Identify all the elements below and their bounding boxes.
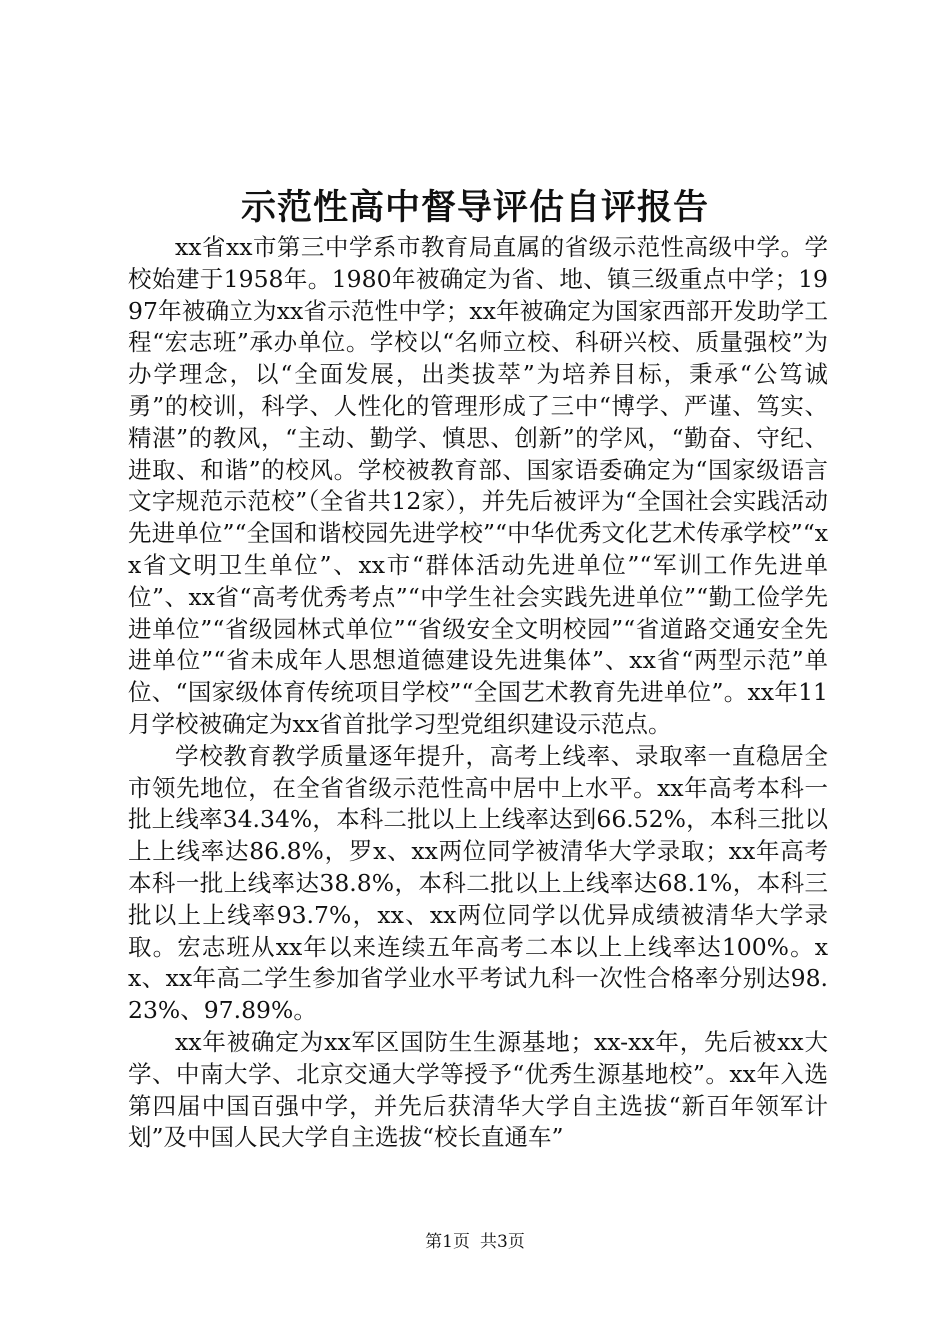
- paragraph-honors: xx年被确定为xx军区国防生生源基地；xx-xx年，先后被xx大学、中南大学、北京交通大学等授予“优秀生源基地校”。xx年入选第四届中国百强中学，并先后获清华大学自主选拔“新百年领军计划”及中国人民大学自主选拔“校长直通车”: [128, 1027, 828, 1152]
- page-number: 第1页: [425, 1232, 470, 1252]
- page-total: 共3页: [480, 1232, 525, 1252]
- page-footer: [0, 1230, 950, 1254]
- document-title: 示范性高中督导评估自评报告: [240, 187, 709, 228]
- paragraph-school-overview: xx省xx市第三中学系市教育局直属的省级示范性高级中学。学校始建于1958年。1980年被确定为省、地、镇三级重点中学；1997年被确立为xx省示范性中学；xx年被确定为国家西部开发助学工程“宏志班”承办单位。学校以“名师立校、科研兴校、质量强校”为办学理念，以“全面发展，出类拔萃”为培养目标，秉承“公笃诚勇”的校训，科学、人性化的管理形成了三中“博学、严谨、笃实、精湛”的教风，“主动、勤学、慎思、创新”的学风，“勤奋、守纪、进取、和谐”的校风。学校被教育部、国家语委确定为“国家级语言文字规范示范校”（全省共12家），并先后被评为“全国社会实践活动先进单位”“全国和谐校园先进学校”“中华优秀文化艺术传承学校”“xx省文明卫生单位”、xx市“群体活动先进单位”“军训工作先进单位”、xx省“高考优秀考点”“中学生社会实践先进单位”“勤工俭学先进单位”“省级园林式单位”“省级安全文明校园”“省道路交通安全先进单位”“省未成年人思想道德建设先进集体”、xx省“两型示范”单位、“国家级体育传统项目学校”“全国艺术教育先进单位”。xx年11月学校被确定为xx省首批学习型党组织建设示范点。: [128, 233, 828, 738]
- document-body: [128, 232, 828, 1154]
- paragraph-teaching-quality: 学校教育教学质量逐年提升，高考上线率、录取率一直稳居全市领先地位，在全省省级示范性高中居中上水平。xx年高考本科一批上线率34.34%，本科二批以上上线率达到66.52%，本科三批以上上线率达86.8%，罗x、xx两位同学被清华大学录取；xx年高考本科一批上线率达38.8%，本科二批以上上线率达68.1%，本科三批以上上线率93.7%，xx、xx两位同学以优异成绩被清华大学录取。宏志班从xx年以来连续五年高考二本以上上线率达100%。xx、xx年高二学生参加省学业水平考试九科一次性合格率分别达98.23%、97.89%。: [128, 741, 828, 1025]
